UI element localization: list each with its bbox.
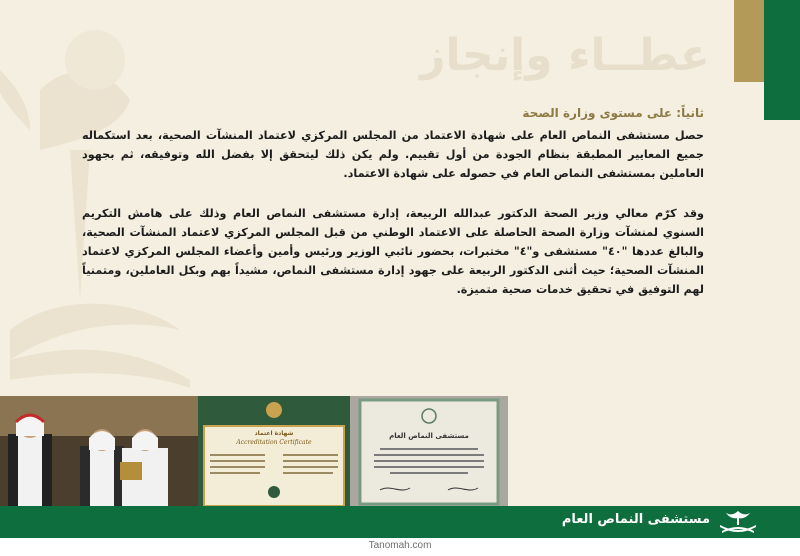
header-watermark: عطــاء وإنجاز	[420, 30, 710, 81]
saudi-emblem-icon	[716, 509, 760, 535]
green-accent-bar	[764, 0, 800, 120]
ceremony-photo-illustration	[0, 396, 198, 506]
section-title: ثانياً: على مستوى وزارة الصحة	[522, 106, 704, 120]
document-hospital-name: مستشفى النماص العام	[389, 432, 469, 440]
document-frame	[350, 396, 508, 506]
certificate-heading-ar: شهادة اعتماد	[254, 430, 294, 437]
footer-hospital-name: مستشفى النماص العام	[561, 512, 710, 527]
article-content	[82, 106, 704, 300]
gold-accent-bar	[734, 0, 764, 82]
paragraph-accreditation: حصل مستشفى النماص العام على شهادة الاعتماد من المجلس المركزي لاعتماد المنشآت الصحية، بعد استكماله جميع المعايير المطبقة بنظام الجودة من أول تقييم. ولم يكن ذلك ليتحقق إلا بفضل الله وتوفيقه، ثم بجهود العاملين بمستشفى النماص العام في حصوله على شهادة الاعتماد.	[82, 129, 704, 181]
paragraph-honoring: وقد كرّم معالي وزير الصحة الدكتور عبدالله الربيعة، إدارة مستشفى النماص العام وذلك على هامش التكريم السنوي لمنشآت وزارة الصحة الحاصلة على الاعتماد الوطني من قبل المجلس المركزي لاعتماد المنشآت الصحية، والبالغ عددها "٤٠" مستشفى و"٤" مختبرات، بحضور نائبي الوزير ورئيس وأمين وأعضاء المجلس المركزي لاعتماد المنشآت الصحية؛ حيث أثنى الدكتور الربيعة على جهود إدارة مستشفى النماص، مشيداً بهم وبكل العاملين، ومتمنياً لهم التوفيق في تحقيق خدمات صحية متميزة.	[82, 206, 704, 297]
certificate-document-photo	[350, 396, 508, 506]
certificate-heading: Accreditation Certificate	[236, 439, 312, 446]
site-credit: Tanomah.com	[368, 540, 432, 551]
photo-strip	[0, 396, 508, 506]
certificate-frame	[198, 396, 350, 506]
certificate-photo	[198, 396, 350, 506]
footer-bar	[0, 506, 800, 538]
ceremony-photo	[0, 396, 198, 506]
